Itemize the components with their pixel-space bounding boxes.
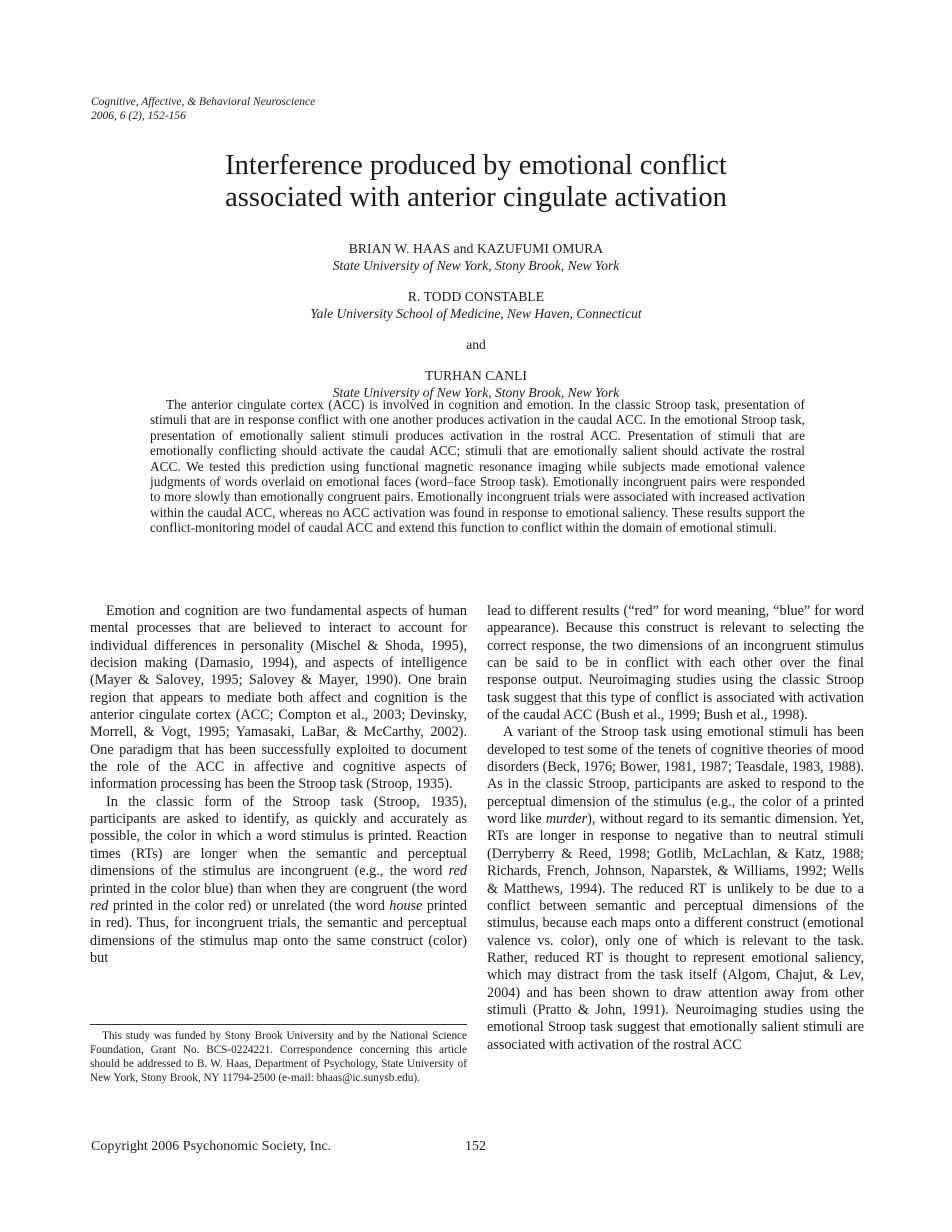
paragraph: Emotion and cognition are two fundamental aspects of human mental processes that are believed to interact to account for individual differences in personality (Mischel & Shoda, 1995), decision making (Damasio, 1994), and aspects of intelligence (Mayer & Salovey, 1995; Salovey & Mayer, 1990). One brain region that appears to mediate both affect and cognition is the anterior cingulate cortex (ACC; Compton et al., 2003; Devinsky, Morrell, & Vogt, 1995; Yamasaki, LaBar, & McCarthy, 2002). One paradigm that has been successfully exploited to document the role of the ACC in affective and cognitive aspects of information processing has been the Stroop task (Stroop, 1935). (90, 603, 467, 793)
journal-volume: 2006, 6 (2), 152-156 (91, 110, 186, 122)
paragraph: lead to different results (“red” for word meaning, “blue” for word appearance). Because this construct is relevant to selecting the correct response, the two dimensions of an incongruent stimulus can be said to be in conflict with each other over the final response output. Neuroimaging studies using the classic Stroop task suggest that this type of conflict is associated with activation of the caudal ACC (Bush et al., 1999; Bush et al., 1998). (487, 603, 864, 724)
paragraph: In the classic form of the Stroop task (Stroop, 1935), participants are asked to identify, as quickly and accurately as possible, the color in which a word stimulus is printed. Reaction times (RTs) are longer when the semantic and perceptual dimensions of the stimulus are incongruent (e.g., the word red printed in the color blue) than when they are congruent (the word red printed in the color red) or unrelated (the word house printed in red). Thus, for incongruent trials, the semantic and perceptual dimensions of the stimulus map onto the same construct (color) but (90, 793, 468, 966)
page-number: 152 (465, 1139, 486, 1154)
abstract (150, 397, 805, 536)
footnote-divider (90, 1024, 467, 1025)
author-names-2: R. TODD CONSTABLE (407, 289, 545, 304)
copyright-notice: Copyright 2006 Psychonomic Society, Inc. (91, 1139, 332, 1154)
author-affiliation-3: State University of New York, Stony Brook, New York (332, 385, 620, 400)
author-affiliation-1: State University of New York, Stony Brook, New York (332, 258, 620, 273)
paragraph: A variant of the Stroop task using emotional stimuli has been developed to test some of the tenets of cognitive theories of mood disorders (Beck, 1976; Bower, 1981, 1987; Teasdale, 1983, 1988). As in the classic Stroop, participants are asked to respond to the perceptual dimension of the stimulus (e.g., the color of a printed word like murder), without regard to its semantic dimension. Yet, RTs are longer in response to negative than to neutral stimuli (Derryberry & Reed, 1998; Gotlib, McLachlan, & Katz, 1988; Richards, French, Johnson, Naparstek, & Williams, 1992; Wells & Matthews, 1994). The reduced RT is unlikely to be due to a conflict between semantic and perceptual dimensions of the stimulus, because each maps onto a different construct (emotional valence vs. color), only one of which is relevant to the task. Rather, reduced RT is thought to represent emotional saliency, which may distract from the task itself (Algom, Chajut, & Lev, 2004) and has been shown to draw attention away from other stimuli (Pratto & John, 1991). Neuroimaging studies using the emotional Stroop task suggest that emotionally salient stimuli are associated with activation of the rostral ACC (487, 724, 864, 1053)
journal-name: Cognitive, Affective, & Behavioral Neuroscience (91, 96, 316, 108)
journal-citation (91, 95, 315, 123)
author-block (150, 240, 802, 401)
author-conjunction: and (466, 337, 486, 352)
body-column-right (487, 603, 864, 1054)
author-affiliation-2: Yale University School of Medicine, New Haven, Connecticut (310, 306, 642, 321)
footnote (90, 1029, 467, 1085)
article-title (120, 150, 832, 214)
footnote-text: This study was funded by Stony Brook University and by the National Science Foundation, Grant No. BCS-0224221. Correspondence concerning this article should be addressed to B. W. Haas, Department of Psychology, State University of New York, Stony Brook, NY 11794-2500 (e-mail: bhaas@ic.sunysb.edu). (90, 1030, 467, 1084)
title-line-1: Interference produced by emotional conflict (225, 150, 727, 181)
abstract-text: The anterior cingulate cortex (ACC) is involved in cognition and emotion. In the classic Stroop task, presentation of stimuli that are in response conflict with one another produces activation in the caudal ACC. In the emotional Stroop task, presentation of emotionally salient stimuli produces activation in the rostral ACC. Presentation of stimuli that are emotionally conflicting should activate the caudal ACC; stimuli that are emotionally salient should activate the rostral ACC. We tested this prediction using functional magnetic resonance imaging while subjects made emotional valence judgments of words overlaid on emotional faces (word–face Stroop task). Emotionally incongruent pairs were responded to more slowly than emotionally congruent pairs. Emotionally incongruent trials were associated with increased activation within the caudal ACC, whereas no ACC activation was found in response to emotional saliency. These results support the conflict-monitoring model of caudal ACC and extend this function to conflict within the domain of emotional stimuli. (150, 397, 805, 536)
author-names-3: TURHAN CANLI (424, 368, 528, 383)
title-line-2: associated with anterior cingulate activation (225, 182, 727, 213)
body-column-left (90, 603, 467, 967)
author-names-1: BRIAN W. HAAS and KAZUFUMI OMURA (348, 241, 604, 256)
